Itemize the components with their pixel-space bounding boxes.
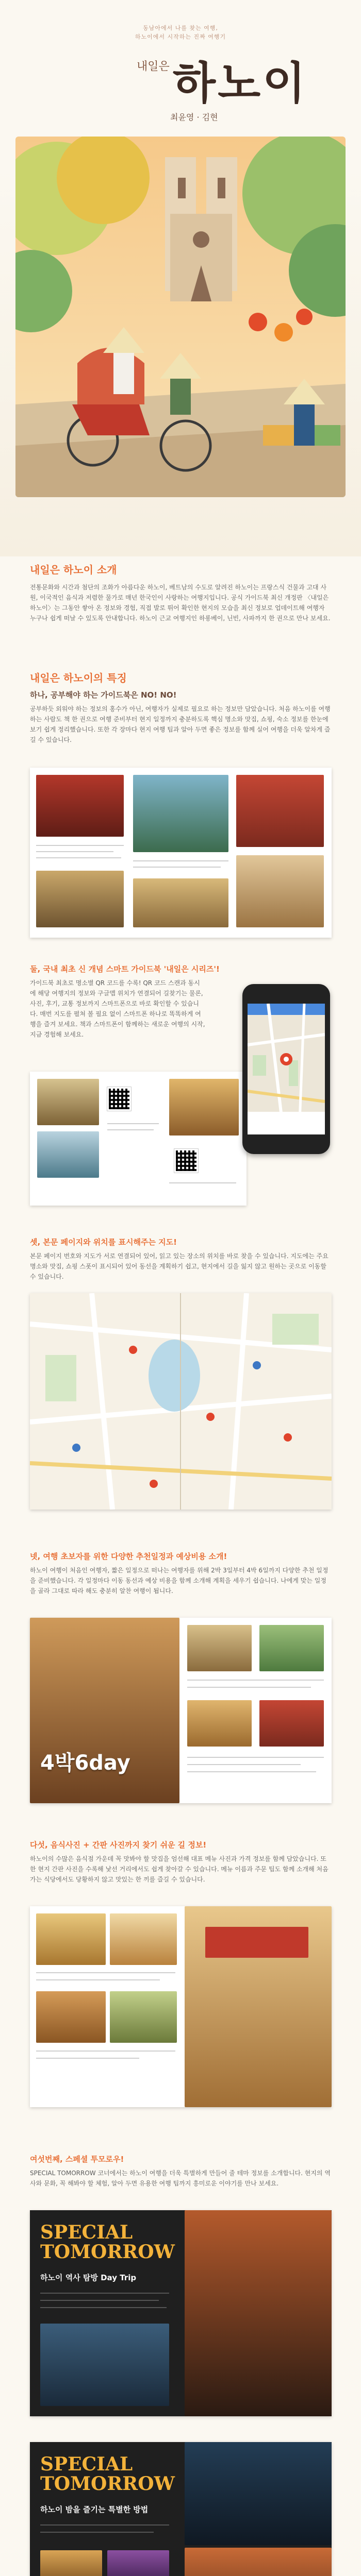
text-line bbox=[187, 1771, 316, 1772]
feature-3-title: 셋, 본문 페이지와 위치를 표시해주는 지도! bbox=[30, 1238, 177, 1247]
text-line bbox=[187, 1687, 311, 1688]
feature-2-title: 둘, 국내 최초 신 개념 스마트 가이드북 '내일은 시리즈'! bbox=[30, 964, 220, 974]
day-photo bbox=[259, 1700, 324, 1747]
text-line bbox=[36, 1972, 175, 1973]
text-line bbox=[40, 2524, 169, 2526]
spot-photo bbox=[169, 1079, 239, 1136]
feature-5-body: 하노이의 수많은 음식점 가운데 꼭 맛봐야 할 맛집을 엄선해 대표 메뉴 사진과 가격 정보를 함께 담았습니다. 또한 현지 간판 사진을 수록해 낯선 거리에서도 쉽게 찾아갈 수 있습니다. 메뉴 이름과 주문 팁도 함께 소개해 처음 가는 식당에서도 당황하지 않고 맛있는 한 끼를 즐길 수 있습니다. bbox=[30, 1855, 329, 1883]
street-photo bbox=[236, 855, 324, 927]
feature-2-section bbox=[0, 963, 361, 1231]
feature-5-title: 다섯, 음식사진 + 간판 사진까지 찾기 쉬운 길 정보! bbox=[30, 1840, 207, 1850]
feature-1-section bbox=[0, 670, 361, 958]
feature-5-section bbox=[0, 1839, 361, 2148]
shop-sign bbox=[205, 1927, 308, 1958]
text-line bbox=[133, 860, 228, 861]
feature-4-title: 넷, 여행 초보자를 위한 다양한 추천일정과 예상비용 소개! bbox=[30, 1552, 227, 1561]
special-photo bbox=[185, 2442, 332, 2545]
pagoda-photo bbox=[133, 878, 228, 927]
text-line bbox=[36, 2050, 175, 2052]
features-title: 내일은 하노이의 특징 bbox=[30, 672, 127, 684]
phone-mockup bbox=[242, 984, 330, 1154]
special-head-1: 하노이 역사 탐방 Day Trip bbox=[40, 2273, 137, 2282]
hero bbox=[0, 0, 361, 556]
special-label-1: SPECIAL bbox=[40, 2222, 133, 2243]
text-line bbox=[40, 2532, 154, 2533]
special-spread-2 bbox=[30, 2442, 332, 2576]
special-head-2: 하노이 밤을 즐기는 특별한 방법 bbox=[40, 2505, 149, 2514]
day-photo bbox=[259, 1625, 324, 1671]
google-map-screen bbox=[248, 1004, 325, 1134]
text-line bbox=[36, 1979, 160, 1980]
text-line bbox=[40, 2307, 167, 2308]
title-main: 하노이 bbox=[173, 57, 308, 109]
feature-3-section bbox=[0, 1236, 361, 1556]
qr-code-icon bbox=[174, 1149, 198, 1173]
hero-tagline bbox=[0, 24, 361, 41]
text-line bbox=[133, 867, 221, 868]
tagline-line-1: 동남아에서 나를 찾는 여행, bbox=[143, 25, 218, 31]
feature-6-title: 여섯번째, 스페셜 투모로우! bbox=[30, 2155, 124, 2164]
itinerary-spread bbox=[30, 1618, 332, 1803]
intro-title: 내일은 하노이 소개 bbox=[30, 564, 117, 576]
text-line bbox=[36, 845, 124, 846]
text-line bbox=[36, 857, 121, 858]
special-photo bbox=[40, 2550, 102, 2576]
intro-section bbox=[0, 562, 361, 665]
food-photo bbox=[110, 1991, 177, 2043]
feature-3-body: 본문 페이지 번호와 지도가 서로 연결되어 있어, 읽고 있는 장소의 위치를 바로 찾을 수 있습니다. 지도에는 주요 명소와 맛집, 쇼핑 스폿이 표시되어 있어 동선을 계획하기 쉽고, 현지에서 길을 잃지 않고 원하는 곳으로 이동할 수 있습니다. bbox=[30, 1252, 329, 1280]
shrine-photo bbox=[236, 775, 324, 847]
day-photo bbox=[187, 1625, 252, 1671]
food-spread bbox=[30, 1906, 332, 2107]
text-line bbox=[187, 1680, 324, 1681]
special-label bbox=[40, 2454, 175, 2494]
text-line bbox=[187, 1764, 301, 1765]
text-line bbox=[169, 1182, 236, 1183]
lake-photo bbox=[133, 775, 228, 852]
phone-screen bbox=[248, 1004, 325, 1134]
feature-1-spread bbox=[30, 768, 332, 938]
text-line bbox=[40, 2300, 159, 2301]
text-line bbox=[107, 1123, 159, 1124]
special-photo bbox=[185, 2548, 332, 2576]
feature-4-section bbox=[0, 1551, 361, 1839]
special-label-1: SPECIAL bbox=[40, 2453, 133, 2475]
feature-6-body: SPECIAL TOMORROW 코너에서는 하노이 여행을 더욱 특별하게 만들어 줄 테마 정보를 소개합니다. 현지의 역사와 문화, 꼭 해봐야 할 체험, 알아 두면 유용한 여행 팁까지 흥미로운 이야기를 만나 보세요. bbox=[30, 2170, 331, 2187]
feature-2-body: 가이드북 최초로 명소별 QR 코드를 수록! QR 코드 스캔과 동시에 해당 여행지의 정보와 구글맵 위치가 연결되어 길찾기는 물론, 사진, 후기, 교통 정보까지 스마트폰으로 바로 확인할 수 있습니다. 매번 지도를 펼쳐 볼 필요 없이 스마트폰 하나로 똑똑하게 여행을 즐겨 보세요. 책과 스마트폰이 함께하는 새로운 여행의 시작, 지금 경험해 보세요. bbox=[30, 979, 205, 1038]
itinerary-badge: 4박6day bbox=[40, 1751, 130, 1775]
feature-2-spread bbox=[30, 1072, 247, 1206]
map-spread bbox=[30, 1293, 332, 1510]
feature-1-body: 공부하듯 외워야 하는 정보의 홍수가 아닌, 여행자가 실제로 필요로 하는 정보만 담았습니다. 처음 하노이를 여행하는 사람도 책 한 권으로 여행 준비부터 현지 일정까지 충분하도록 핵심 명소와 맛집, 쇼핑, 숙소 정보를 한눈에 보기 쉽게 정리했습니다. 또한 각 장마다 현지 여행 팁과 알아 두면 좋은 정보를 함께 실어 여행을 더욱 알차게 즐길 수 있습니다. bbox=[30, 705, 331, 743]
special-label-2: TOMORROW bbox=[40, 2473, 175, 2495]
text-line bbox=[36, 2058, 139, 2059]
food-photo bbox=[36, 1991, 106, 2043]
text-line bbox=[36, 851, 113, 852]
food-photo bbox=[36, 1913, 106, 1965]
cover-illustration bbox=[15, 137, 346, 497]
feature-4-body: 하노이 여행이 처음인 여행자, 짧은 일정으로 떠나는 여행자를 위해 2박 3일부터 4박 6일까지 다양한 추천 일정을 준비했습니다. 각 일정마다 이동 동선과 예상 비용을 함께 소개해 계획을 세우기 쉽습니다. 나에게 맞는 일정을 골라 그대로 따라 해도 충분히 알찬 여행이 됩니다. bbox=[30, 1567, 329, 1595]
title-small: 내일은 bbox=[137, 60, 170, 73]
city-map bbox=[30, 1293, 332, 1510]
special-photo bbox=[185, 2210, 332, 2416]
special-label bbox=[40, 2223, 175, 2262]
intro-body: 전통문화와 시간과 첨단의 조화가 아름다운 하노이, 베트남의 수도로 알려진 하노이는 프랑스식 건물과 고대 사원, 이국적인 음식과 저렴한 물가로 매년 한국인이 사랑하는 여행지입니다. 공식 가이드북 최신 개정판 〈내일은 하노이〉는 그동안 쌓아 온 정보와 경험, 직접 발로 뛰어 확인한 현지의 모습을 최신 정보로 업데이트해 여행자 누구나 쉽게 떠날 수 있도록 안내합니다. 하노이 근교 여행지인 하롱베이, 닌빈, 사파까지 한 권으로 만나 보세요. bbox=[30, 584, 331, 622]
special-label-2: TOMORROW bbox=[40, 2241, 175, 2263]
qr-code-icon bbox=[107, 1087, 131, 1111]
feature-1-title: 하나, 공부해야 하는 가이드북은 NO! NO! bbox=[30, 690, 177, 700]
interior-photo bbox=[36, 871, 124, 927]
tagline-line-2: 하노이에서 시작하는 진짜 여행기 bbox=[135, 33, 226, 40]
temple-photo bbox=[36, 775, 124, 837]
special-photo bbox=[107, 2550, 169, 2576]
text-line bbox=[107, 1129, 154, 1130]
text-line bbox=[40, 2293, 169, 2294]
text-line bbox=[187, 1757, 324, 1758]
day-photo bbox=[187, 1700, 252, 1747]
spot-photo bbox=[37, 1131, 99, 1178]
spot-photo bbox=[37, 1079, 99, 1125]
special-photo bbox=[40, 2324, 169, 2406]
author: 최윤영 · 김현 bbox=[170, 112, 218, 122]
special-spread-1 bbox=[30, 2210, 332, 2416]
food-photo bbox=[110, 1913, 177, 1965]
feature-6-section bbox=[0, 2154, 361, 2576]
